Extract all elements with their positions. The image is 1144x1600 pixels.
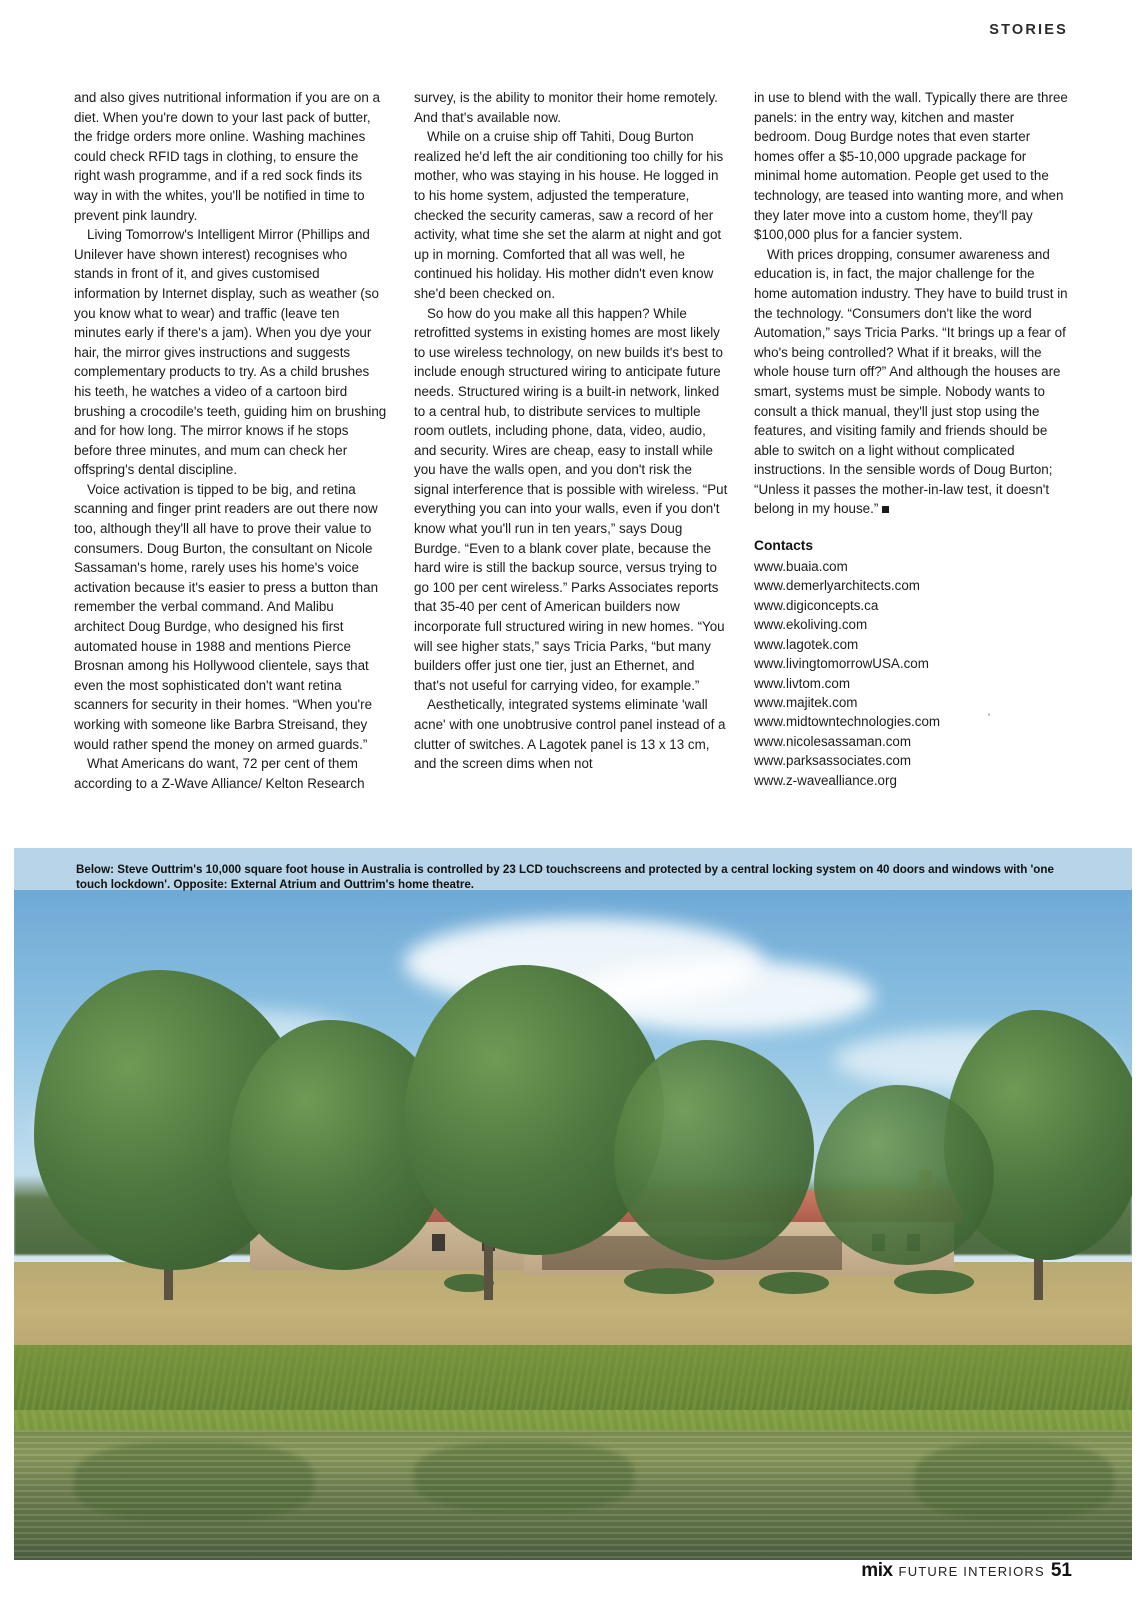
paragraph: in use to blend with the wall. Typically there are three panels: in the entry way, kitchen and master bedroom. Doug Burdge notes that even starter homes offer a $5-10,000 upgrade package for minimal home automation. People get used to the technology, are teased into wanting more, and when they later move into a custom home, they'll pay $100,000 plus for a fancier system. [754,90,1068,243]
photo-caption: Below: Steve Outtrim's 10,000 square foot house in Australia is controlled by 23 LCD touchscreens and protected by a central locking system on 40 doors and windows with 'one touch lockdown'. Opposite: External Atrium and Outtrim's home theatre. [76,863,1054,891]
paragraph: and also gives nutritional information if you are on a diet. When you're down to your last pack of butter, the fridge orders more online. Washing machines could check RFID tags in clothing, to ensure the right wash programme, and if a red sock finds its way in with the whites, you'll be notified in time to prevent pink laundry. [74,90,380,223]
photograph [14,890,1132,1560]
contact-link[interactable]: www.nicolesassaman.com [754,733,912,749]
water-ripples [14,1430,1132,1560]
contact-link[interactable]: www.buaia.com [754,559,848,575]
contact-link[interactable]: www.lagotek.com [754,636,859,652]
tree [814,1085,994,1265]
contact-link[interactable]: www.parksassociates.com [754,753,912,769]
page-footer [861,1560,1072,1582]
contact-link[interactable]: www.z-wavealliance.org [754,772,897,788]
shrub [894,1270,974,1294]
magazine-name: mix [861,1560,893,1581]
paragraph-final [754,245,1068,519]
paragraph: While on a cruise ship off Tahiti, Doug Burton realized he'd left the air conditioning too chilly for his mother, who was staying in his house. He logged in to his home system, adjusted the temperature, checked the security cameras, saw a record of her activity, what time she set the alarm at night and got up in morning. Comforted that all was well, he continued his holiday. His mother didn't even know she'd been checked on. [414,129,724,301]
paragraph: What Americans do want, 72 per cent of them according to a Z-Wave Alliance/ Kelton Research [74,756,365,791]
paragraph: Voice activation is tipped to be big, and retina scanning and finger print readers are out there now too, although they'll all have to prove their value to consumers. Doug Burton, the consultant on Nicole Sassaman's home, rarely uses his home's voice activation because it's easier to press a button than remember the verbal command. And Malibu architect Doug Burdge, who designed his first automated house in 1988 and mentions Pierce Brosnan among his Hollywood clientele, says that even the most sophisticated don't want retina scanners for security in their homes. “When you're working with someone like Barbra Streisand, they would rather spend the money on armed guards.” [74,481,379,752]
contact-link[interactable]: www.livtom.com [754,675,850,691]
contact-link[interactable]: www.digiconcepts.ca [754,597,879,613]
article-column-3 [754,88,1068,793]
stray-ink-mark: ' [988,712,991,724]
article-column-1 [74,88,388,793]
contacts-heading: Contacts [754,538,814,554]
paragraph: Aesthetically, integrated systems eliminate 'wall acne' with one unobtrusive control panel instead of a clutter of switches. A Lagotek panel is 13 x 13 cm, and the screen dims when not [414,697,726,772]
article-body [74,88,1070,793]
contact-link[interactable]: www.livingtomorrowUSA.com [754,656,929,672]
contact-link[interactable]: www.ekoliving.com [754,617,868,633]
paragraph-text: With prices dropping, consumer awareness and education is, in fact, the major challenge for the home automation industry. They have to build trust in the technology. “Consumers don't like the word Automation,” says Tricia Parks. “It brings up a fear of who's being controlled? What if it breaks, will the whole house turn off?” And although the houses are smart, systems must be simple. Nobody wants to consult a thick manual, they'll just stop using the features, and visiting family and friends should be able to switch on a light without complicated instructions. In the sensible words of Doug Burton; “Unless it passes the mother-in-law test, it doesn't belong in my house.” [754,246,1068,517]
contact-link[interactable]: www.majitek.com [754,694,858,710]
contact-link[interactable]: www.demerlyarchitects.com [754,578,920,594]
tree [614,1040,814,1260]
contact-link[interactable]: www.midtowntechnologies.com [754,714,941,730]
paragraph: So how do you make all this happen? While retrofitted systems in existing homes are most likely to use wireless technology, on new builds it's best to include enough structured wiring to anticipate future needs. Structured wiring is a built-in network, linked to a central hub, to distribute services to multiple room outlets, including phone, data, video, audio, and security. Wires are cheap, easy to install while you have the walls open, and you don't risk the signal interference that is possible with wireless. “Put everything you can into your walls, even if you don't know what you'll run in ten years,” says Doug Burdge. “Even to a blank cover plate, because the hard wire is still the backup source, versus trying to go 100 per cent wireless.” Parks Associates reports that 35-40 per cent of American builders now incorporate full structured wiring in new homes. “You will see higher stats,” says Tricia Parks, “but many builders offer just one tier, just an Ethernet, and that's not useful for carrying video, for example.” [414,305,728,693]
page-number: 51 [1050,1560,1072,1581]
shrub [624,1268,714,1294]
photo-figure [14,848,1132,1560]
article-column-2 [414,88,728,793]
paragraph: survey, is the ability to monitor their home remotely. And that's available now. [414,90,718,125]
page-section-header: STORIES [989,22,1068,38]
paragraph: Living Tomorrow's Intelligent Mirror (Phillips and Unilever have shown interest) recognises who stands in front of it, and gives customised information by Internet display, such as weather (so you know what to wear) and traffic (leave ten minutes early if there's a jam). When you dye your hair, the mirror gives instructions and suggests complementary products to try. As a child brushes his teeth, he watches a video of a cartoon bird brushing a crocodile's teeth, guiding him on brushing and for how long. The mirror knows if he stops before three minutes, and mum can check her offspring's dental discipline. [74,227,387,478]
magazine-edition: FUTURE INTERIORS [898,1564,1045,1579]
shrub [759,1272,829,1294]
end-of-article-mark [882,506,889,513]
window [432,1234,445,1251]
contacts-list [754,557,1068,790]
